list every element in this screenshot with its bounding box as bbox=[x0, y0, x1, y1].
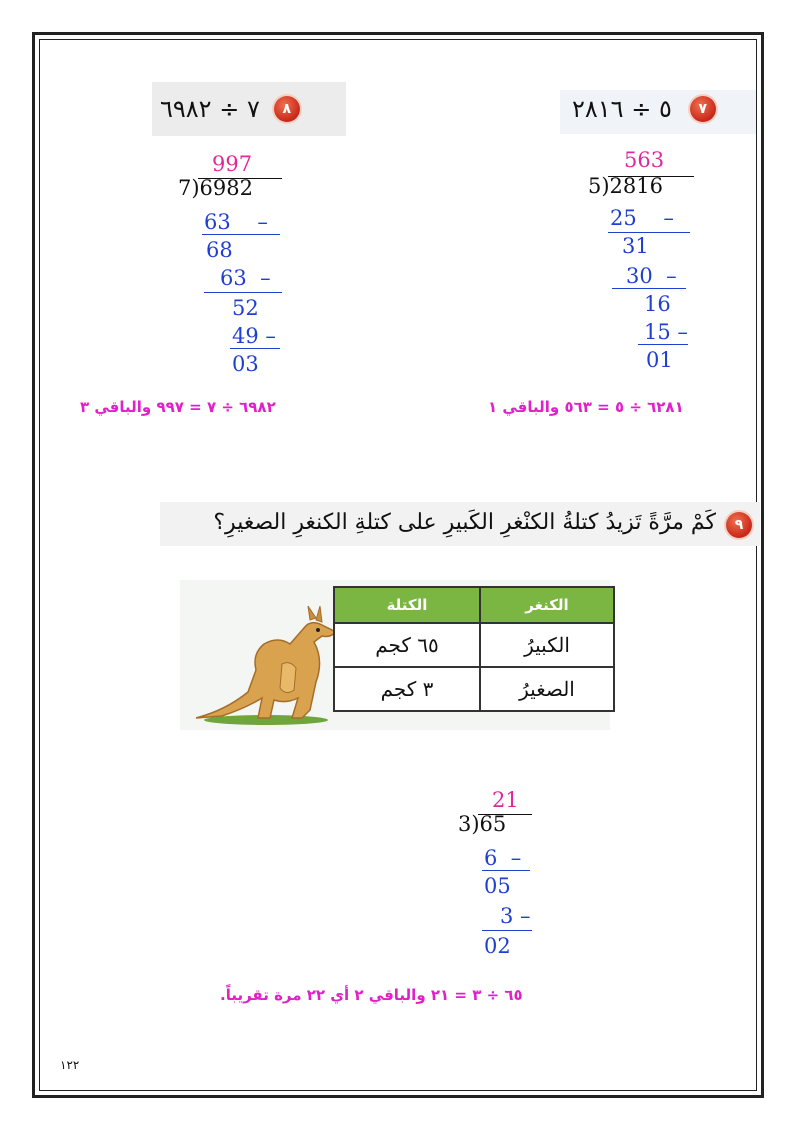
question-9-answer: ٦٥ ÷ ٣ = ٢١ والباقي ٢ أي ٢٢ مرة تقريباً. bbox=[220, 986, 523, 1004]
quotient: 563 bbox=[624, 148, 665, 172]
table-header-row bbox=[334, 587, 614, 623]
divisor-dividend: 7)6982 bbox=[178, 176, 253, 200]
step-1: 6 – bbox=[484, 846, 522, 870]
step-4: 16 bbox=[644, 292, 671, 316]
problem-7-header bbox=[572, 92, 716, 126]
problem-8-number-badge: ٨ bbox=[274, 96, 300, 122]
step-line bbox=[230, 348, 280, 349]
table-row bbox=[334, 623, 614, 667]
divisor-dividend: 5)2816 bbox=[588, 174, 663, 198]
problem-7-expression: ٥ ÷ ٢٨١٦ bbox=[572, 95, 672, 123]
question-9-text: كَمْ مرَّةً تَزيدُ كتلةُ الكنْغرِ الكَبيرِ على كتلةِ الكنغرِ الصغيرِ؟ bbox=[213, 510, 716, 535]
quotient: 997 bbox=[212, 152, 253, 176]
step-5: 15 – bbox=[644, 320, 688, 344]
header-kangaroo: الكنغر bbox=[480, 587, 614, 623]
step-4: 52 bbox=[232, 296, 259, 320]
problem-8-answer: ٦٩٨٢ ÷ ٧ = ٩٩٧ والباقي ٣ bbox=[80, 398, 276, 416]
step-4: 02 bbox=[484, 934, 511, 958]
cell-kangaroo: الصغيرُ bbox=[480, 667, 614, 711]
step-6: 01 bbox=[646, 348, 673, 372]
question-9-number-badge: ٩ bbox=[726, 512, 752, 538]
step-line bbox=[612, 288, 686, 289]
step-2: 68 bbox=[206, 238, 233, 262]
divisor-dividend: 3)65 bbox=[458, 812, 507, 836]
problem-7-answer: ٦٢٨١ ÷ ٥ = ٥٦٣ والباقي ١ bbox=[488, 398, 684, 416]
quotient: 21 bbox=[492, 788, 519, 812]
table-row bbox=[334, 667, 614, 711]
problem-8-expression: ٧ ÷ ٦٩٨٢ bbox=[160, 95, 260, 123]
step-3: 30 – bbox=[626, 264, 677, 288]
problem-7-long-division bbox=[584, 148, 704, 378]
step-6: 03 bbox=[232, 352, 259, 376]
step-1: 63 – bbox=[204, 210, 268, 234]
header-mass: الكتلة bbox=[334, 587, 480, 623]
cell-kangaroo: الكبيرُ bbox=[480, 623, 614, 667]
step-2: 31 bbox=[622, 234, 649, 258]
cell-mass: ٣ كجم bbox=[334, 667, 480, 711]
problem-8-long-division bbox=[170, 152, 300, 382]
step-3: 63 – bbox=[220, 266, 271, 290]
kangaroo-mass-table bbox=[333, 586, 615, 712]
step-line bbox=[608, 232, 690, 233]
step-line bbox=[202, 234, 280, 235]
step-2: 05 bbox=[484, 874, 511, 898]
cell-mass: ٦٥ كجم bbox=[334, 623, 480, 667]
question-9-bar bbox=[160, 502, 760, 546]
step-5: 49 – bbox=[232, 324, 276, 348]
kangaroo-illustration bbox=[186, 600, 336, 725]
step-line bbox=[638, 344, 688, 345]
step-line bbox=[482, 870, 530, 871]
question-9-long-division bbox=[456, 788, 556, 968]
step-line bbox=[482, 930, 532, 931]
step-line bbox=[204, 292, 282, 293]
problem-7-number-badge: ٧ bbox=[690, 96, 716, 122]
step-3: 3 – bbox=[500, 904, 531, 928]
page-number: ١٢٢ bbox=[60, 1058, 80, 1072]
problem-8-header bbox=[160, 92, 300, 126]
step-1: 25 – bbox=[610, 206, 674, 230]
